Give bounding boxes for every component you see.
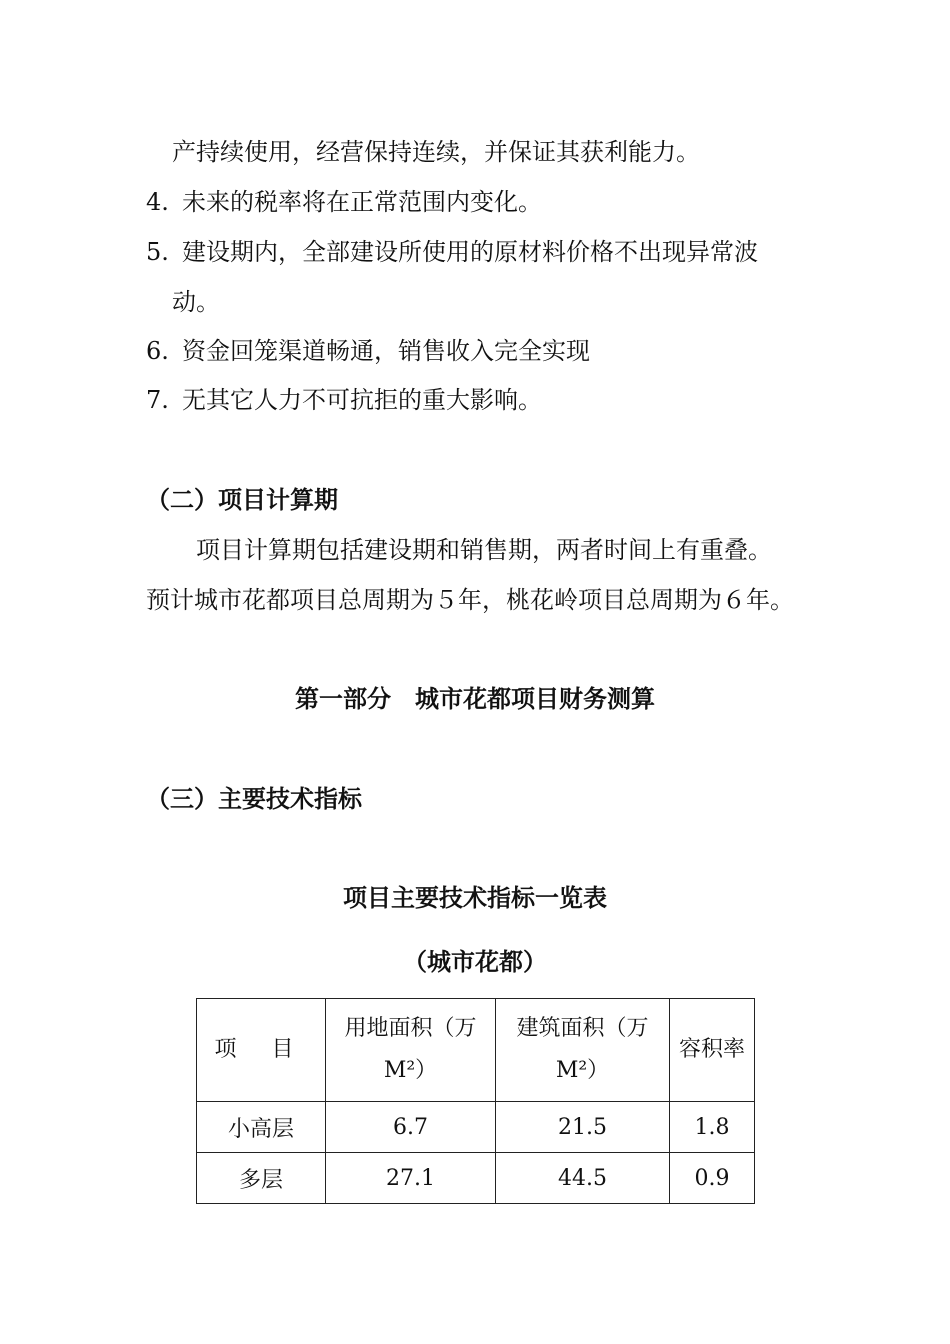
header-land-area — [326, 999, 496, 1102]
cell-land: 27.1 — [326, 1153, 496, 1204]
item-number: 4. — [146, 188, 169, 216]
item-number: 5. — [146, 238, 169, 266]
table-row — [197, 1153, 755, 1204]
assumption-item-6 — [146, 335, 590, 367]
section-two-para-line2: 预计城市花都项目总周期为５年，桃花岭项目总周期为６年。 — [146, 586, 794, 614]
item-number: 6. — [146, 337, 169, 365]
part-one-title: 第一部分 城市花都项目财务测算 — [295, 685, 655, 713]
cell-build: 21.5 — [496, 1102, 670, 1153]
item-number: 7. — [146, 386, 169, 414]
item-text: 建设期内，全部建设所使用的原材料价格不出现异常波 — [182, 238, 758, 266]
cell-item: 小高层 — [197, 1102, 326, 1153]
assumption-item-7 — [146, 384, 542, 416]
cell-far: 0.9 — [670, 1153, 755, 1204]
header-land-area-line2: M²） — [383, 1058, 438, 1083]
technical-indicators-table — [196, 998, 755, 1204]
cell-far: 1.8 — [670, 1102, 755, 1153]
cell-item: 多层 — [197, 1153, 326, 1204]
assumption-item-5-continuation: 动。 — [172, 288, 220, 316]
header-item: 项 目 — [197, 999, 326, 1102]
section-two-heading: （二）项目计算期 — [146, 486, 338, 514]
section-two-para-line1: 项目计算期包括建设期和销售期，两者时间上有重叠。 — [196, 536, 772, 564]
table-header-row — [197, 999, 755, 1102]
header-build-area-line2: M²） — [555, 1058, 610, 1083]
assumption-continuation: 产持续使用，经营保持连续，并保证其获利能力。 — [172, 138, 700, 166]
cell-land: 6.7 — [326, 1102, 496, 1153]
header-build-area — [496, 999, 670, 1102]
table-title: 项目主要技术指标一览表 — [343, 884, 607, 912]
header-far: 容积率 — [670, 999, 755, 1102]
item-text: 未来的税率将在正常范围内变化。 — [182, 188, 542, 216]
assumption-item-4 — [146, 186, 542, 218]
cell-build: 44.5 — [496, 1153, 670, 1204]
header-build-area-line1: 建筑面积（万 — [516, 1016, 649, 1041]
header-land-area-line1: 用地面积（万 — [344, 1016, 477, 1041]
section-three-heading: （三）主要技术指标 — [146, 785, 362, 813]
item-text: 无其它人力不可抗拒的重大影响。 — [182, 386, 542, 414]
table-subtitle: （城市花都） — [403, 948, 547, 976]
assumption-item-5 — [146, 236, 758, 268]
table-row — [197, 1102, 755, 1153]
item-text: 资金回笼渠道畅通，销售收入完全实现 — [182, 337, 590, 365]
